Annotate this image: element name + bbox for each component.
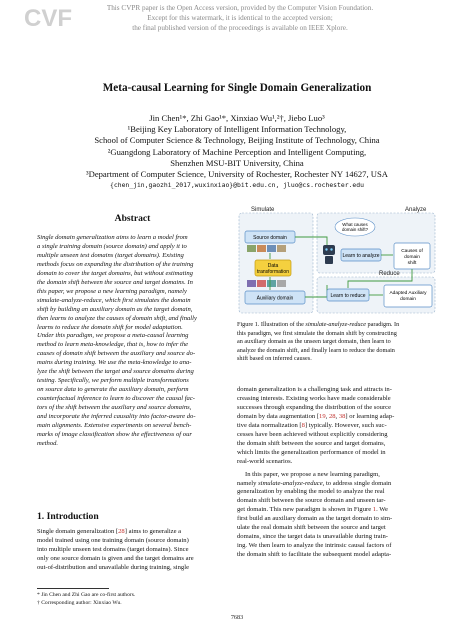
affiliation: ³Department of Computer Science, University of Rochester, Rochester NY 14627, USA: [86, 169, 388, 180]
watermark-line: the final published version of the proceedings is available on IEEE Xplore.: [132, 24, 348, 32]
body-line: [237, 404, 434, 413]
causes-of-shift-label: Causes of: [401, 249, 423, 254]
source-domain-label: Source domain: [253, 235, 287, 241]
abstract-line: the domain shift between the source and target domains. In: [37, 278, 193, 286]
bubble-text: domain shift?: [341, 227, 369, 232]
body-text: ] typically. However, such suc-: [304, 421, 387, 429]
learn-to-reduce-label: Learn to reduce: [330, 293, 366, 299]
abstract-line: then learns to analyze the causes of domain shift, and finally: [37, 314, 197, 322]
cvf-logo-icon: [22, 2, 90, 32]
body-line: [237, 533, 434, 542]
abstract-line: lyze the shift between the target and source domains during: [37, 368, 194, 376]
body-text: the domain shift to facilitate the subsequent model adapta-: [237, 551, 392, 559]
causes-of-shift-label: shift: [407, 261, 417, 266]
adapted-domain-box: [384, 285, 432, 307]
body-line: [237, 471, 434, 480]
caption-line: [237, 347, 434, 356]
figure-1: [237, 205, 437, 315]
caption-line: [237, 321, 434, 330]
body-text: get domain. This new paradigm is shown in Figure: [237, 506, 373, 514]
body-line: [237, 395, 434, 404]
footnote-divider: [37, 588, 109, 589]
body-text: out-of-distribution and unavailable during training, single: [37, 563, 189, 571]
body-line: [237, 413, 434, 422]
abstract-body: [37, 234, 228, 449]
body-text: ] aims to generalize a: [124, 528, 182, 535]
intro-line: [37, 537, 228, 546]
svg-text:CVF: CVF: [24, 5, 72, 32]
abstract-line: counterfactual inference to learn to discover the causal fac-: [37, 395, 195, 403]
body-line: [237, 488, 434, 497]
body-text: . We: [376, 506, 388, 514]
body-text: In this paper, we propose a new learning paradigm,: [245, 470, 380, 478]
body-text: shift based on inferred causes.: [237, 355, 312, 363]
body-text: into multiple unseen test domains (target domains). Since: [37, 545, 189, 553]
page-number: 7683: [230, 614, 244, 621]
paradigm-diagram: [237, 205, 437, 315]
data-transformation-label: Data: [267, 263, 279, 269]
abstract-line: domain to cover the target domains, but without estimating: [37, 269, 193, 277]
caption-line: [237, 355, 434, 364]
abstract-line: Single domain generalization aims to learn a model from: [37, 234, 188, 241]
adapted-domain-label: domain: [400, 297, 416, 302]
abstract-line: multiple unseen test domains (target domains). Existing: [37, 251, 184, 259]
body-text: tive data normalization [: [237, 421, 302, 429]
intro-line: [37, 546, 228, 555]
body-line: [237, 497, 434, 506]
bubble-text: What causes: [342, 222, 368, 227]
abstract-line: Under this paradigm, we propose a meta-causal learning: [37, 332, 189, 340]
abstract-line: shift by building an auxiliary domain as the target domain,: [37, 305, 193, 313]
body-text: the domain shift between the source and target domains,: [237, 439, 386, 447]
body-text: , to address single domain: [322, 479, 392, 487]
body-text: domains, since the target data is unavailable during train-: [237, 533, 388, 541]
citation-link[interactable]: 8: [301, 421, 305, 429]
body-line: [237, 551, 434, 560]
body-text: ing. We then learn to analyze the intrinsic causal factors of: [237, 542, 392, 550]
body-text: Figure 1. Illustration of the: [237, 321, 306, 328]
footnote: † Corresponding author: Xinxiao Wu.: [37, 600, 122, 606]
body-line: [237, 480, 434, 489]
abstract-line: simulate-analyze-reduce, which first simulates the domain: [37, 296, 191, 304]
abstract-line: marks of image classification show the effectiveness of our: [37, 430, 192, 438]
analyze-label: Analyze: [405, 207, 427, 213]
footnote: * Jin Chen and Zhi Gao are co-first authors.: [37, 592, 136, 598]
author-block: [0, 113, 474, 180]
reduce-label: Reduce: [379, 271, 400, 277]
data-transformation-label: transformation: [257, 269, 289, 275]
intro-line: [37, 555, 228, 564]
figure-caption: [237, 321, 434, 364]
body-text: domain generalization is a challenging task and attracts in-: [237, 386, 392, 393]
author-names: Jin Chen¹*, Zhi Gao¹*, Xinxiao Wu¹,²†, Jiebo Luo³: [149, 113, 325, 123]
body-line: [237, 458, 434, 467]
abstract-line: a single training domain (source domain) and apply it to: [37, 242, 187, 250]
affiliation: ²Guangdong Laboratory of Machine Perception and Intelligent Computing,: [107, 146, 367, 157]
body-text: domain by data augmentation [: [237, 412, 320, 420]
emphasis-text: simulate-analyze-reduce: [305, 321, 366, 328]
abstract-line: this paper, we propose a new learning paradigm, namely: [37, 287, 187, 295]
author-emails: {chen_jin,gaozhi_2017,wuxinxiao}@bit.edu.cn, jluo@cs.rochester.edu: [110, 181, 364, 189]
watermark-text: [90, 3, 390, 33]
affiliation: School of Computer Science & Technology, Beijing Institute of Technology, China: [94, 135, 380, 146]
caption-line: [237, 338, 434, 347]
body-text: first build an auxiliary domain as the target domain to sim-: [237, 515, 393, 523]
body-text: creasing interests. Existing works have made considerable: [237, 394, 391, 402]
figure-reference-link[interactable]: 1: [372, 506, 377, 514]
citation-link[interactable]: 19: [319, 412, 326, 420]
learn-to-analyze-label: Learn to analyze: [342, 253, 380, 259]
body-line: [237, 542, 434, 551]
body-text: Single domain generalization [: [37, 528, 119, 535]
body-line: [237, 449, 434, 458]
body-text: paradigm. In: [366, 321, 400, 328]
abstract-line: method to learn meta-knowledge, that is, how to infer the: [37, 341, 189, 349]
paper-title: Meta-causal Learning for Single Domain Generalization: [102, 82, 372, 94]
watermark-line: Except for this watermark, it is identical to the accepted version;: [147, 14, 333, 22]
body-text: generalization by enabling the model to analyze the real: [237, 488, 385, 496]
watermark-line: This CVPR paper is the Open Access version, provided by the Computer Vision Foundation.: [106, 4, 374, 12]
abstract-line: causes of domain shift between the auxiliary and source do-: [37, 350, 196, 358]
body-text: successes through expanding the distribution of the source: [237, 403, 392, 411]
body-text: ulate the real domain shift between the source and target: [237, 524, 386, 532]
intro-line: [37, 528, 228, 537]
abstract-line: testing. Specifically, we perform multiple transformations: [37, 377, 189, 385]
emphasis-text: simulate-analyze-reduce: [258, 479, 323, 487]
body-text: model trained using one training domain (source domain): [37, 536, 189, 544]
right-column-body: [237, 386, 434, 560]
body-text: ,: [335, 412, 339, 420]
body-text: ] or learning adap-: [345, 412, 395, 420]
abstract-line: and incorporate the inferred causality into factor-aware do-: [37, 413, 196, 421]
body-text: cesses have been achieved without explicitly considering: [237, 430, 388, 438]
citation-link[interactable]: 38: [338, 412, 346, 420]
citation-link[interactable]: 28: [118, 528, 125, 535]
abstract-line: methods focus on expanding the distribution of the training: [37, 260, 194, 268]
abstract-line: method.: [37, 439, 59, 447]
abstract-line: main alignments. Extensive experiments on several bench-: [37, 422, 192, 430]
body-text: analyze the domain shift, and finally learn to reduce the domain: [237, 346, 395, 354]
body-line: [237, 524, 434, 533]
citation-link[interactable]: 28: [328, 412, 336, 420]
affiliation: ¹Beijing Key Laboratory of Intelligent Information Technology,: [127, 124, 347, 135]
abstract-line: learns to reduce the domain shift for model adaptation.: [37, 323, 183, 331]
body-text: ,: [325, 412, 329, 420]
abstract-line: mains during training. We use the meta-knowledge to ana-: [37, 359, 192, 367]
auxiliary-domain-label: Auxiliary domain: [256, 295, 294, 302]
caption-line: [237, 330, 434, 339]
introduction-body: [37, 528, 228, 573]
adapted-domain-label: Adapted Auxiliary: [389, 291, 427, 296]
affiliation: Shenzhen MSU-BIT University, China: [170, 157, 304, 168]
introduction-heading: 1. Introduction: [37, 511, 99, 522]
body-text: real-world scenarios.: [237, 457, 293, 465]
body-text: namely: [237, 479, 259, 487]
body-line: [237, 422, 434, 431]
footnotes: [37, 591, 135, 607]
body-line: [237, 386, 434, 395]
body-text: this paradigm, we first simulate the domain shift by constructing: [237, 329, 397, 337]
body-text: domain shift between the source domain and unseen tar-: [237, 497, 386, 505]
abstract-heading: Abstract: [114, 213, 151, 224]
abstract-line: tors of the shift between the auxiliary and source domains,: [37, 404, 192, 412]
body-line: [237, 440, 434, 449]
simulate-label: Simulate: [251, 207, 275, 213]
body-line: [237, 515, 434, 524]
body-line: [237, 506, 434, 515]
intro-line: [37, 564, 228, 573]
body-text: only one source domain is given and the target domains are: [37, 554, 194, 562]
body-text: which limits the generalization performance of model in: [237, 448, 386, 456]
body-line: [237, 431, 434, 440]
causes-of-shift-label: domain: [404, 255, 420, 260]
body-text: an auxiliary domain as the unseen target domain, then learn to: [237, 338, 391, 346]
abstract-line: on source data to generate the auxiliary domain, perform: [37, 386, 189, 394]
